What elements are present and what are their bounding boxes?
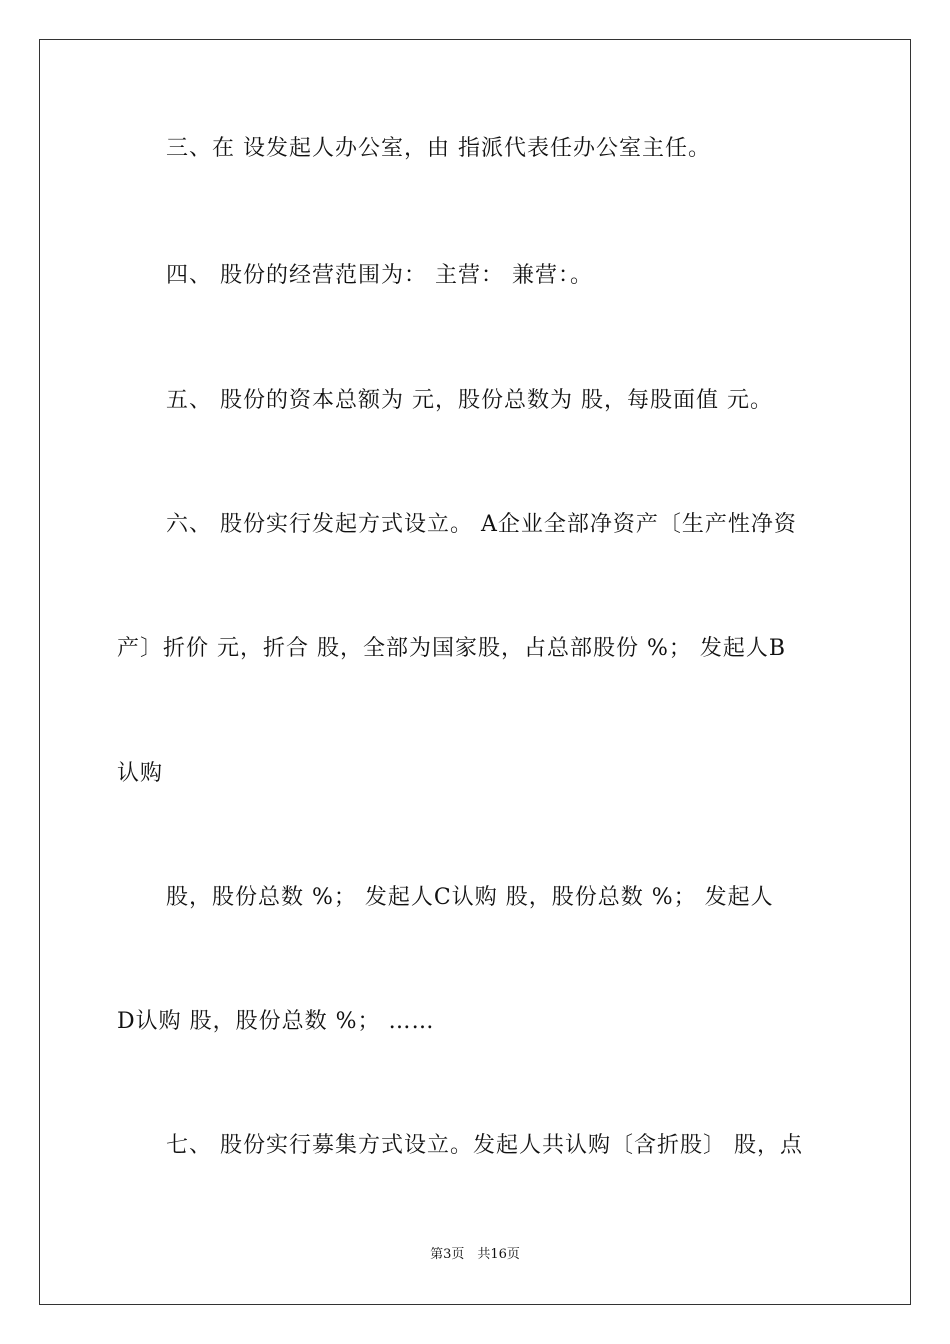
clause-6-line-1: 六、 股份实行发起方式设立。 A企业全部净资产〔生产性净资 (166, 512, 797, 537)
page-border (39, 39, 911, 1305)
page-number-footer: 第3页 共16页 (430, 1247, 520, 1262)
clause-3-line: 三、在 设发起人办公室，由 指派代表任办公室主任。 (166, 136, 711, 161)
clause-7-line: 七、 股份实行募集方式设立。发起人共认购〔含折股〕 股，点 (166, 1133, 803, 1158)
clause-6-line-5: D认购 股，股份总数 %； …… (117, 1009, 435, 1034)
clause-4-line: 四、 股份的经营范围为： 主营： 兼营：。 (166, 263, 593, 288)
clause-6-line-4: 股，股份总数 %； 发起人C认购 股，股份总数 %； 发起人 (166, 885, 774, 910)
clause-5-line: 五、 股份的资本总额为 元，股份总数为 股，每股面值 元。 (166, 388, 773, 413)
clause-6-line-2: 产〕折价 元，折合 股，全部为国家股，占总部股份 %； 发起人B (117, 636, 787, 661)
clause-6-line-3: 认购 (117, 761, 164, 786)
